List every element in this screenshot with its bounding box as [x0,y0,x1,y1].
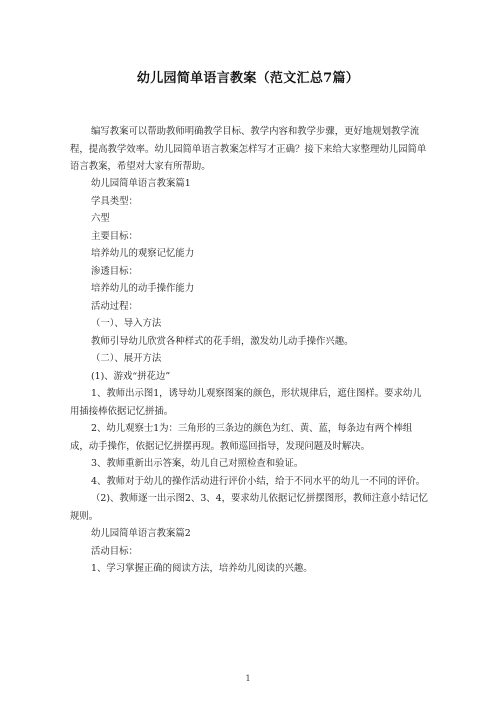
body-line: 活动过程： [91,300,138,312]
body-paragraph: 2、幼儿观察士1为：三角形的三条边的颜色为红、黄、蓝，每条边有两个棒组成，动手操作，依据记忆拼摆再现。教师巡回指导，发现问题及时解决。 [70,423,413,452]
body-line: 学具类型： [91,195,138,207]
body-paragraph: （2)、教师逐一出示图2、3、4，要求幼儿依据记忆拼摆图形，教师注意小结记忆规则。 [70,493,428,522]
body-line: 渗透目标： [91,265,138,277]
body-line: 六型 [91,213,110,224]
body-line: 培养幼儿的观察记忆能力 [91,248,195,259]
body-line: （一）、导入方法 [91,318,162,329]
document-body [70,175,430,578]
body-line: （二）、展开方法 [91,353,162,364]
body-line: 1、学习掌握正确的阅读方法，培养幼儿阅读的兴趣。 [91,563,313,574]
body-paragraph: 4、教师对于幼儿的操作活动进行评价小结，给于不同水平的幼儿一不同的评价。 [91,475,426,487]
section-heading-1: 幼儿园简单语言教案篇1 [91,178,191,189]
body-line: 教师引导幼儿欣赏各种样式的花手绢，激发幼儿动手操作兴趣。 [91,335,354,347]
page-number: 1 [245,674,251,683]
intro-paragraph: 编写教案可以帮助教师明确教学目标、教学内容和教学步骤，更好地规划教学流程，提高教学效率。幼儿园简单语言教案怎样写才正确？接下来给大家整理幼儿园简单语言教案，希望对大家有所帮助。 [70,126,427,172]
body-line: (1)、游戏“拼花边” [91,370,171,382]
section-heading-2: 幼儿园简单语言教案篇2 [91,528,191,539]
body-line: 活动目标： [91,545,138,557]
body-line: 培养幼儿的动手操作能力 [91,283,195,294]
body-line: 主要目标： [91,230,138,242]
body-paragraph: 1、教师出示图1，诱导幼儿观察图案的颜色，形状规律后，遮住图样。要求幼儿用插接棒依据记忆拼插。 [70,388,422,417]
body-line: 3、教师重新出示答案，幼儿自己对照检查和验证。 [91,458,304,469]
document-title: 幼儿园简单语言教案（范文汇总7篇） [136,71,360,86]
